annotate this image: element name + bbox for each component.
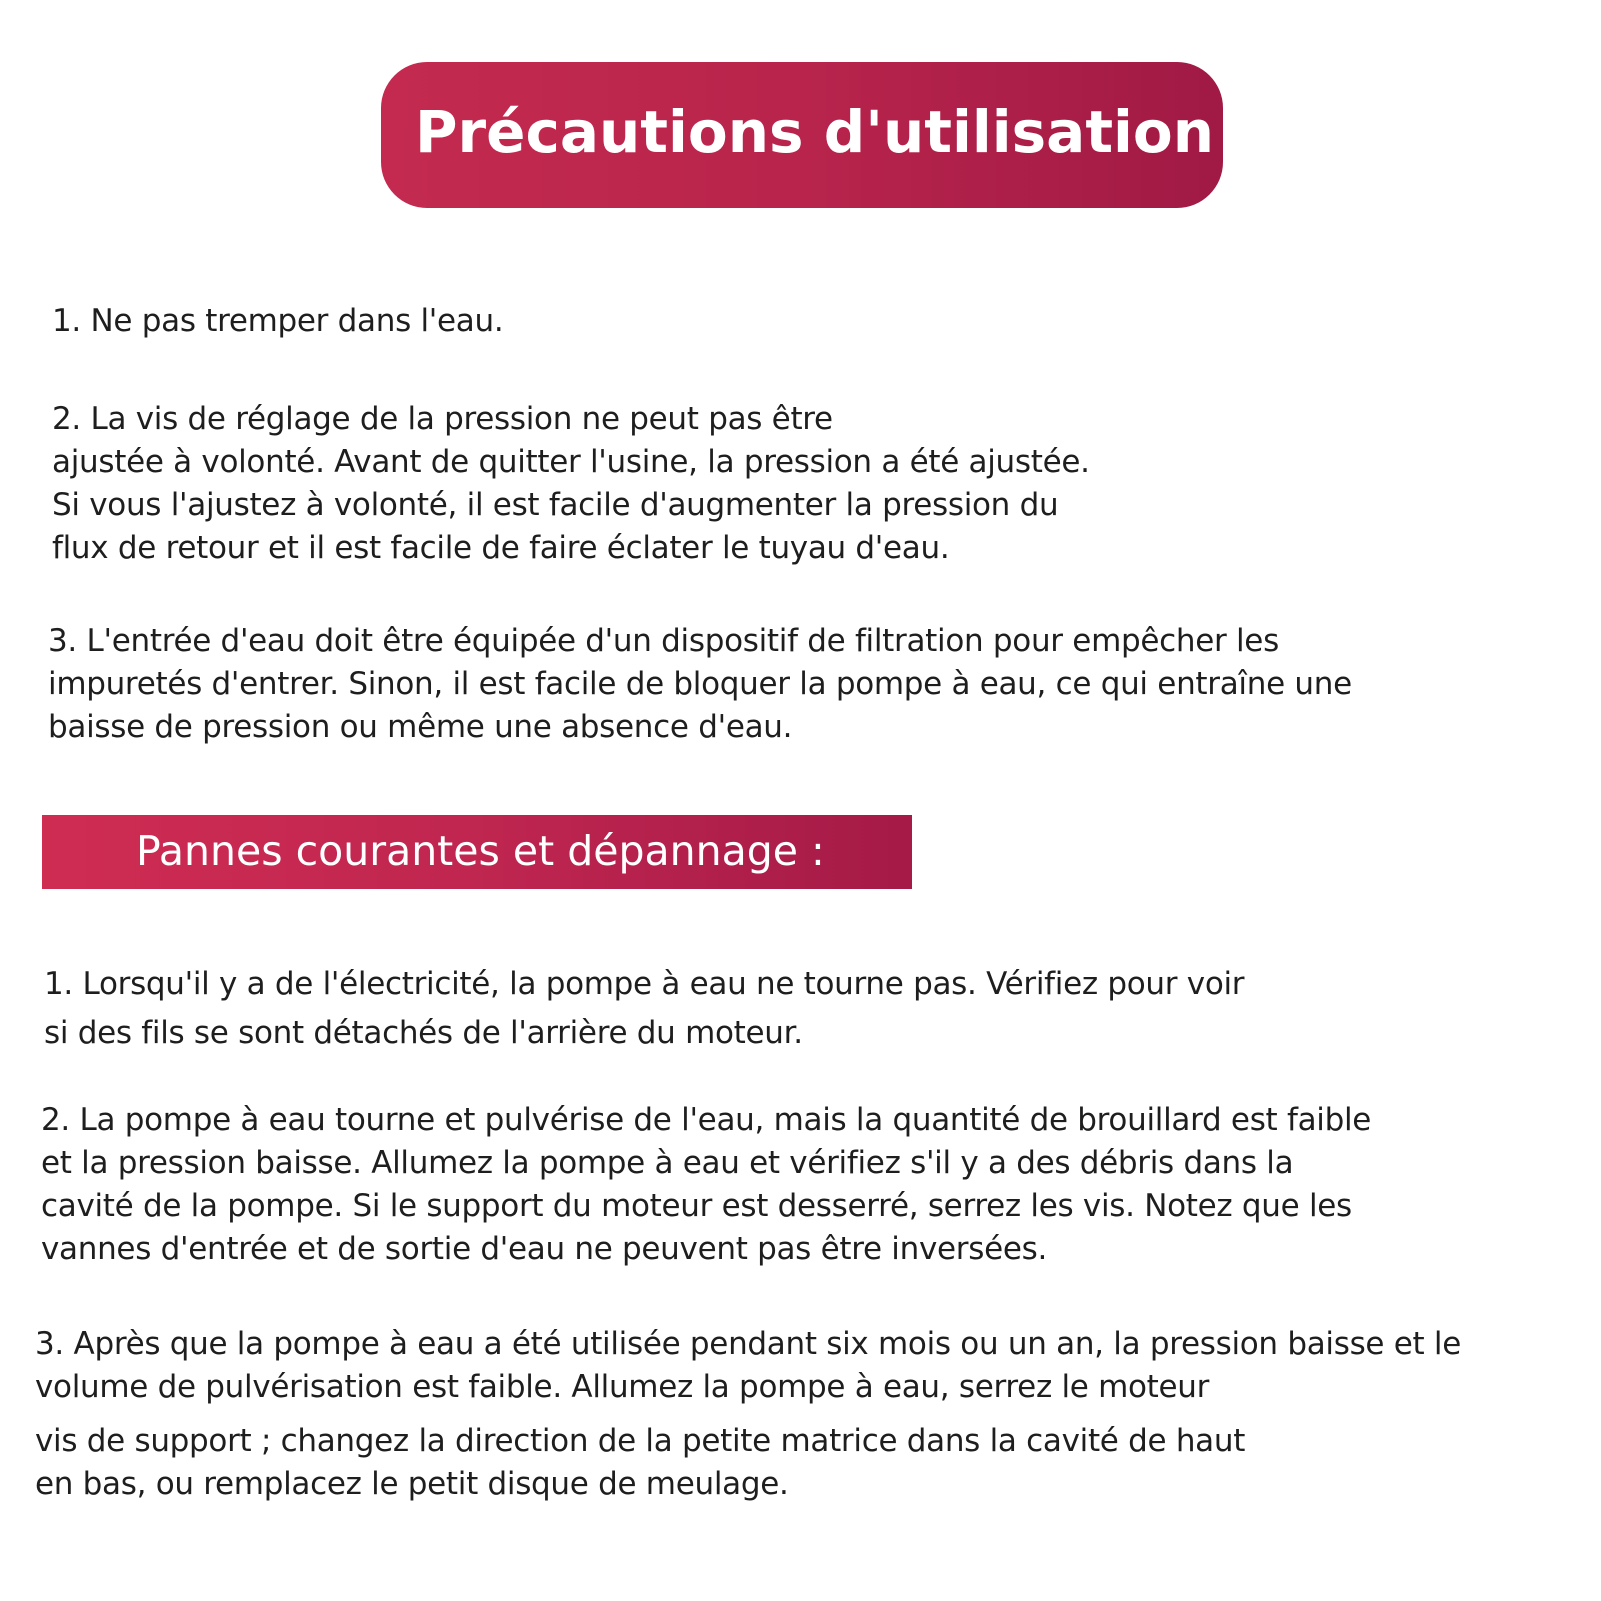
troubleshooting-2-line-4: vannes d'entrée et de sortie d'eau ne peuvent pas être inversées.	[41, 1231, 1048, 1267]
precaution-2-line-1: 2. La vis de réglage de la pression ne peut pas être	[52, 401, 833, 437]
troubleshooting-item-1	[44, 960, 1244, 1058]
precaution-item-1	[52, 300, 503, 343]
precaution-3-line-1: 3. L'entrée d'eau doit être équipée d'un dispositif de filtration pour empêcher les	[48, 623, 1279, 659]
troubleshooting-item-2	[41, 1099, 1371, 1271]
troubleshooting-2-line-3: cavité de la pompe. Si le support du moteur est desserré, serrez les vis. Notez que les	[41, 1188, 1352, 1224]
troubleshooting-3-line-1: 3. Après que la pompe à eau a été utilisée pendant six mois ou un an, la pression baisse et le	[35, 1326, 1462, 1362]
precaution-item-3	[48, 620, 1352, 749]
troubleshooting-banner	[42, 815, 912, 889]
precaution-3-line-3: baisse de pression ou même une absence d'eau.	[48, 709, 793, 745]
troubleshooting-3-line-3: vis de support ; changez la direction de la petite matrice dans la cavité de haut	[35, 1423, 1246, 1459]
troubleshooting-2-line-1: 2. La pompe à eau tourne et pulvérise de l'eau, mais la quantité de brouillard est faible	[41, 1102, 1372, 1138]
page-title: Précautions d'utilisation	[415, 98, 1215, 166]
troubleshooting-item-3	[35, 1323, 1461, 1506]
precaution-1-line-1: 1. Ne pas tremper dans l'eau.	[52, 303, 504, 339]
troubleshooting-1-line-1: 1. Lorsqu'il y a de l'électricité, la pompe à eau ne tourne pas. Vérifiez pour voir	[44, 966, 1245, 1002]
troubleshooting-2-line-2: et la pression baisse. Allumez la pompe à eau et vérifiez s'il y a des débris dans la	[41, 1145, 1294, 1181]
precaution-2-line-2: ajustée à volonté. Avant de quitter l'usine, la pression a été ajustée.	[52, 444, 1090, 480]
precaution-3-line-2: impuretés d'entrer. Sinon, il est facile de bloquer la pompe à eau, ce qui entraîne une	[48, 666, 1352, 702]
troubleshooting-3-line-4: en bas, ou remplacez le petit disque de meulage.	[35, 1466, 789, 1502]
troubleshooting-3-line-2: volume de pulvérisation est faible. Allumez la pompe à eau, serrez le moteur	[35, 1369, 1210, 1405]
troubleshooting-1-line-2: si des fils se sont détachés de l'arrière du moteur.	[44, 1015, 803, 1051]
precaution-item-2	[52, 398, 1090, 570]
title-banner	[381, 62, 1223, 208]
precaution-2-line-3: Si vous l'ajustez à volonté, il est facile d'augmenter la pression du	[52, 487, 1059, 523]
troubleshooting-heading: Pannes courantes et dépannage :	[136, 827, 825, 875]
precaution-2-line-4: flux de retour et il est facile de faire éclater le tuyau d'eau.	[52, 530, 950, 566]
